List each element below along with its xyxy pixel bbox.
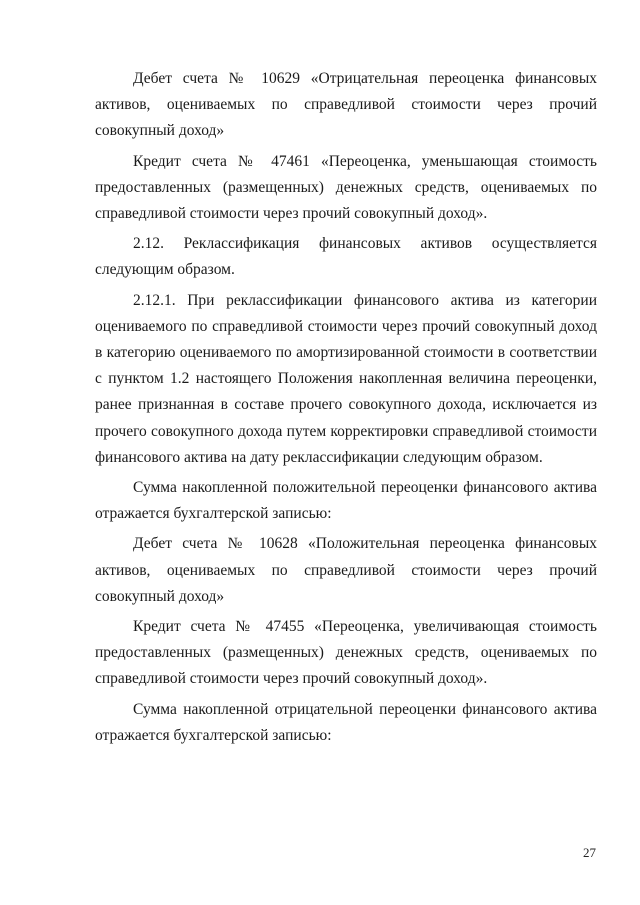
- paragraph-credit-47455: Кредит счета № 47455 «Переоценка, увеличивающая стоимость предоставленных (размещенных) денежных средств, оцениваемых по справедливой стоимости через прочий совокупный доход».: [95, 618, 597, 688]
- paragraph-section-2-12-1: 2.12.1. При реклассификации финансового актива из категории оцениваемого по справедливой стоимости через прочий совокупный доход в категорию оцениваемого по амортизированной стоимости в соответствии с пунктом 1.2 настоящего Положения накопленная величина переоценки, ранее признанная в составе прочего совокупного дохода, исключается из прочего совокупного дохода путем корректировки справедливой стоимости финансового актива на дату реклассификации следующим образом.: [95, 291, 597, 466]
- paragraph-credit-47461: Кредит счета № 47461 «Переоценка, уменьшающая стоимость предоставленных (размещенных) денежных средств, оцениваемых по справедливой стоимости через прочий совокупный доход».: [95, 152, 597, 223]
- page-number: 27: [583, 845, 596, 860]
- paragraph-debit-10628: Дебет счета № 10628 «Положительная переоценка финансовых активов, оцениваемых по справедливой стоимости через прочий совокупный доход»: [95, 535, 597, 605]
- paragraph-negative-revaluation: Сумма накопленной отрицательной переоценки финансового актива отражается бухгалтерской записью:: [95, 700, 597, 744]
- paragraph-debit-10629: Дебет счета № 10629 «Отрицательная переоценка финансовых активов, оцениваемых по справедливой стоимости через прочий совокупный доход»: [95, 70, 597, 140]
- document-body: [95, 66, 597, 753]
- paragraph-section-2-12: 2.12. Реклассификация финансовых активов осуществляется следующим образом.: [95, 235, 597, 279]
- paragraph-positive-revaluation: Сумма накопленной положительной переоценки финансового актива отражается бухгалтерской записью:: [95, 479, 597, 523]
